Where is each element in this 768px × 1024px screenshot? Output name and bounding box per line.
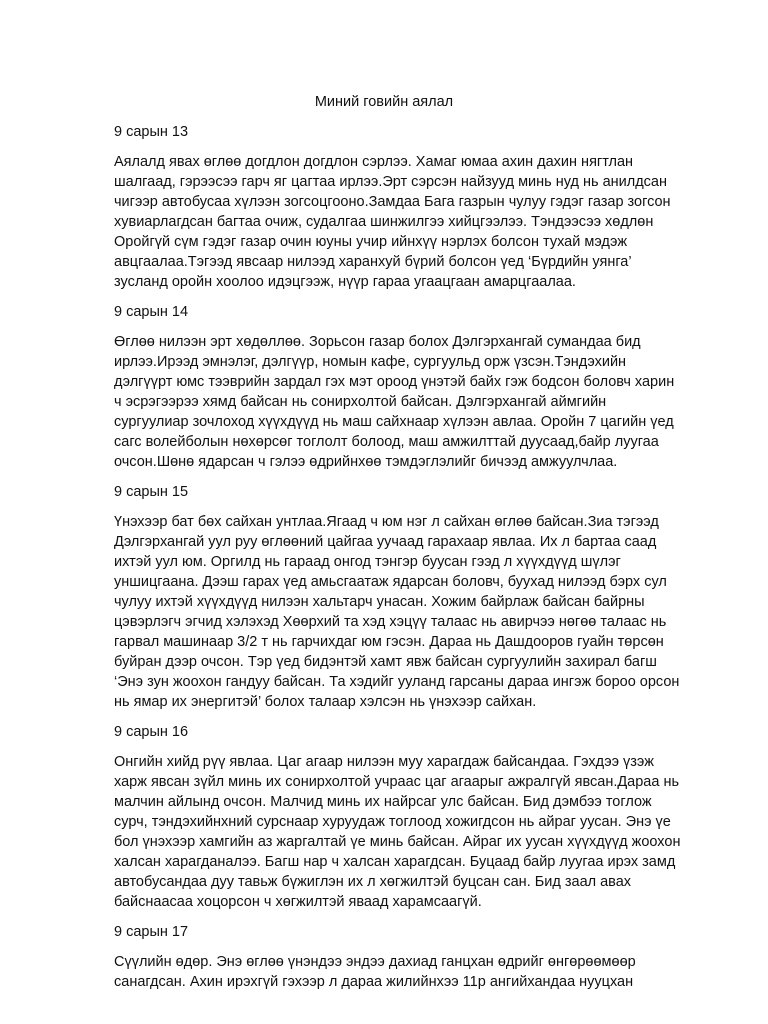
- text-line: очсон.Шөнө ядарсан ч гэлээ өдрийнхөө тэмдэглэлийг бичээд амжуулчлаа.: [114, 454, 618, 470]
- text-line: ‘Энэ зун жоохон гандуу байсан. Та хэдийг ууланд гарсаны дараа ингэж бороо орсон: [114, 674, 680, 690]
- text-line: сурч, тэндэхийнхний сурснаар хуруудаж тоглоод хожигдсон нь айраг уусан. Энэ үе: [114, 814, 671, 830]
- text-line: Үнэхээр бат бөх сайхан унтлаа.Ягаад ч юм нэг л сайхан өглөө байсан.Зиа тэгээд: [114, 514, 659, 530]
- entry-date: 9 сарын 16: [114, 724, 189, 740]
- entry-text: [114, 752, 681, 912]
- text-line: гарвал машинаар 3/2 т нь гарчихдаг юм гэсэн. Дараа нь Дашдооров гуайн төрсөн: [114, 634, 664, 650]
- text-line: Аялалд явах өглөө догдлон догдлон сэрлээ. Хамаг юмаа ахин дахин нягтлан: [114, 154, 634, 170]
- diary-entry-13: [114, 122, 768, 292]
- entry-text: [114, 952, 654, 992]
- text-line: цэвэрлэгч эгчид хэлэхэд Хөөрхий та хэд хэцүү талаас нь авирчээ нөгөө талаас нь: [114, 614, 667, 630]
- text-line: Дэлгэрхангай уул руу өглөөний цайгаа уучаад гарахаар явлаа. Их л бартаа саад: [114, 534, 657, 550]
- text-line: чулуу ихтэй хүүхдүүд нилээн хальтарч унасан. Хожим байрлаж байсан байрны: [114, 594, 645, 610]
- entry-date: 9 сарын 17: [114, 924, 189, 940]
- text-line: дэлгүүрт юмс тээврийн зардал гэх мэт ороод үнэтэй байх гэж бодсон боловч харин: [114, 374, 675, 390]
- text-line: санагдсан. Ахин ирэхгүй гэхээр л дараа жилийнхээ 11р ангийхандаа нууцхан: [114, 974, 634, 990]
- text-line: шалгаад, гэрээсээ гарч яг цагтаа ирлээ.Эрт сэрсэн найзууд минь нуд нь анилдсан: [114, 174, 667, 190]
- entry-date: 9 сарын 15: [114, 484, 189, 500]
- text-line: сургуулиар зочлоход хүүхдүүд нь маш сайхнаар хүлээн авлаа. Оройн 7 цагийн үед: [114, 414, 674, 430]
- entry-text: [114, 152, 671, 292]
- text-line: бол үнэхээр хамгийн аз жаргалтай үе минь байсан. Айраг их уусан хүүхдүүд жоохон: [114, 834, 681, 850]
- text-line: харж явсан зүйл минь их сонирхолтой учраас цаг агаарыг ажралгүй явсан.Дараа нь: [114, 774, 680, 790]
- text-line: зусланд оройн хоолоо идэцгээж, нүүр гараа угаацгаан амарцгаалаа.: [114, 274, 576, 290]
- diary-entry-15: [114, 482, 768, 712]
- text-line: ирлээ.Ирээд эмнэлэг, дэлгүүр, номын кафе, сургуульд орж үзсэн.Тэндэхийн: [114, 354, 627, 370]
- entry-text: [114, 512, 680, 712]
- diary-entry-16: [114, 722, 768, 912]
- text-line: Онгийн хийд рүү явлаа. Цаг агаар нилээн муу харагдаж байсандаа. Гэхдээ үзэж: [114, 754, 655, 770]
- text-line: авцгаалаа.Тэгээд явсаар нилээд харанхуй бүрий болсон үед ‘Бүрдийн уянга’: [114, 254, 632, 270]
- text-line: буйран дээр очсон. Тэр үед бидэнтэй хамт явж байсан сургуулийн захирал багш: [114, 654, 657, 670]
- text-line: Оройгүй сүм гэдэг газар очин юуны учир ийнхүү нэрлэх болсон тухай мэдэж: [114, 234, 628, 250]
- text-line: халсан харагданалээ. Багш нар ч халсан харагдсан. Буцаад байр луугаа ирэх замд: [114, 854, 676, 870]
- diary-entry-17: [114, 922, 768, 992]
- text-line: байснаасаа хоцорсон ч хөгжилтэй яваад харамсаагүй.: [114, 894, 482, 910]
- diary-entry-14: [114, 302, 768, 472]
- document-title: Миний говийн аялал: [314, 94, 454, 110]
- text-line: ихтэй уул юм. Оргилд нь гараад онгод тэнгэр буусан гээд л хүүхдүүд шүлэг: [114, 554, 621, 570]
- entry-date: 9 сарын 14: [114, 304, 189, 320]
- text-line: ч эсрэгээрээ хямд байсан нь сонирхолтой байсан. Дэлгэрхангай аймгийн: [114, 394, 607, 410]
- text-line: малчин айлынд очсон. Малчид минь их найрсаг улс байсан. Бид дэмбээ тоглож: [114, 794, 652, 810]
- text-line: автобусандаа дуу тавьж бүжиглэн их л хөгжилтэй буцсан сан. Бид заал авах: [114, 874, 632, 890]
- text-line: нь ямар их энергитэй’ болох талаар хэлсэн нь үнэхээр сайхан.: [114, 694, 537, 710]
- entry-date: 9 сарын 13: [114, 124, 189, 140]
- text-line: сагс волейболын нөхөрсөг тоглолт болоод, маш амжилттай дуусаад,байр луугаа: [114, 434, 659, 450]
- text-line: чигээр автобусаа хүлээн зогсоцгооно.Замдаа Бага газрын чулуу гэдэг газар зогсон: [114, 194, 671, 210]
- entry-text: [114, 332, 675, 472]
- text-line: уншицгаана. Дээш гарах үед амьсгаатаж ядарсан боловч, буухад нилээд бэрх сул: [114, 574, 667, 590]
- text-line: хувиарлагдсан багтаа очиж, судалгаа шинжилгээ хийцгээлээ. Тэндээсээ хөдлөн: [114, 214, 654, 230]
- text-line: Өглөө нилээн эрт хөдөллөө. Зорьсон газар болох Дэлгэрхангай сумандаа бид: [114, 334, 641, 350]
- text-line: Сүүлийн өдөр. Энэ өглөө үнэндээ эндээ дахиад ганцхан өдрийг өнгөрөөмөөр: [114, 954, 636, 970]
